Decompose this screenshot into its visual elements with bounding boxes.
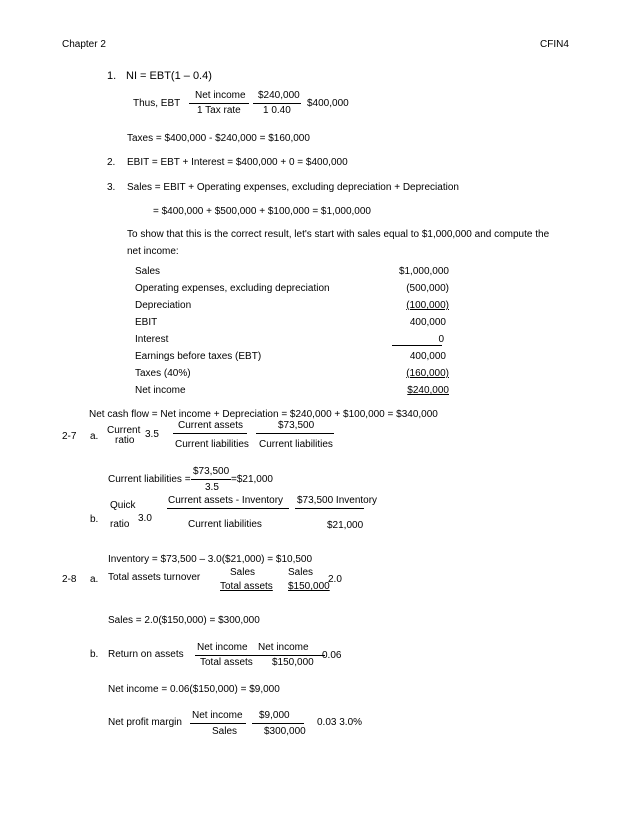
interest-underline bbox=[392, 345, 442, 346]
npm-fraction-bar bbox=[190, 723, 246, 724]
quick-ratio-value: 3.0 bbox=[138, 513, 152, 524]
current-liabilities-label: Current liabilities bbox=[175, 439, 249, 450]
header-course: CFIN4 bbox=[540, 39, 569, 50]
part-b-label: b. bbox=[90, 514, 99, 525]
explanation-line-1: To show that this is the correct result, let's start with sales equal to $1,000,000 and compute the bbox=[127, 229, 550, 240]
fraction-bottom: 3.5 bbox=[205, 482, 219, 493]
net-profit-margin-label: Net profit margin bbox=[108, 717, 182, 728]
turnover-result: 2.0 bbox=[328, 574, 342, 585]
inventory-line: Inventory = $73,500 – 3.0($21,000) = $10,500 bbox=[108, 554, 313, 565]
roa-result: 0.06 bbox=[322, 650, 342, 661]
table-row-label: Sales bbox=[135, 266, 161, 277]
table-row-label: Net income bbox=[135, 385, 186, 396]
current-ratio-value: 3.5 bbox=[145, 429, 159, 440]
current-assets-label: Current assets bbox=[178, 420, 244, 431]
quick-denominator-value: $21,000 bbox=[327, 520, 364, 531]
npm-result: 0.03 3.0% bbox=[317, 717, 363, 728]
fraction-bar bbox=[191, 479, 231, 480]
problem-2-7-number: 2-7 bbox=[62, 431, 77, 442]
table-row-label: Operating expenses, excluding depreciation bbox=[135, 283, 330, 294]
net-cash-flow-line: Net cash flow = Net income + Depreciation = $240,000 + $100,000 = $340,000 bbox=[89, 409, 438, 420]
roa-fraction-bar bbox=[195, 655, 325, 656]
table-row-value: 0 bbox=[438, 334, 444, 345]
roa-denominator-value: $150,000 bbox=[272, 657, 314, 668]
table-row-value: 400,000 bbox=[409, 351, 446, 362]
header-chapter: Chapter 2 bbox=[62, 39, 106, 50]
item-1-equation: NI = EBT(1 – 0.4) bbox=[126, 70, 212, 82]
quick-numerator-values: $73,500 Inventory bbox=[297, 495, 378, 506]
sales-numerator-2: Sales bbox=[288, 567, 314, 578]
item-3-result: = $400,000 + $500,000 + $100,000 = $1,000,000 bbox=[153, 206, 371, 217]
ratio-fraction-bar bbox=[173, 433, 247, 434]
current-ratio-label-2: ratio bbox=[115, 435, 135, 446]
quick-fraction-bar-2 bbox=[295, 508, 364, 509]
table-row-value: (160,000) bbox=[406, 368, 449, 379]
table-row-value: (100,000) bbox=[406, 300, 449, 311]
table-row-value: (500,000) bbox=[406, 283, 449, 294]
part-a-label: a. bbox=[90, 574, 99, 585]
total-assets-label: Total assets bbox=[220, 581, 273, 592]
item-3-equation: Sales = EBIT + Operating expenses, excluding depreciation + Depreciation bbox=[127, 182, 459, 193]
table-row-label: Depreciation bbox=[135, 300, 192, 311]
net-income-line: Net income = 0.06($150,000) = $9,000 bbox=[108, 684, 280, 695]
ratio-fraction-bar-2 bbox=[256, 433, 334, 434]
fraction-top: $73,500 bbox=[193, 466, 230, 477]
total-assets-value: $150,000 bbox=[288, 581, 330, 592]
npm-numerator: Net income bbox=[192, 710, 243, 721]
quick-ratio-label-1: Quick bbox=[110, 500, 136, 511]
sales-line: Sales = 2.0($150,000) = $300,000 bbox=[108, 615, 260, 626]
quick-denominator: Current liabilities bbox=[188, 519, 262, 530]
table-row-value: $1,000,000 bbox=[398, 266, 449, 277]
table-row-value: 400,000 bbox=[409, 317, 446, 328]
current-assets-value: $73,500 bbox=[278, 420, 315, 431]
value-numerator: $240,000 bbox=[258, 90, 300, 101]
roa-denominator: Total assets bbox=[200, 657, 253, 668]
item-1-number: 1. bbox=[107, 70, 117, 82]
current-liabilities-equation-label: Current liabilities = bbox=[108, 474, 191, 485]
npm-denominator-value: $300,000 bbox=[264, 726, 306, 737]
current-liabilities-result: =$21,000 bbox=[231, 474, 273, 485]
explanation-line-2: net income: bbox=[127, 246, 179, 257]
sales-numerator: Sales bbox=[230, 567, 256, 578]
fraction-numerator: Net income bbox=[195, 90, 246, 101]
taxes-line: Taxes = $400,000 - $240,000 = $160,000 bbox=[127, 133, 310, 144]
roa-numerator-2: Net income bbox=[258, 642, 309, 653]
value-fraction-bar bbox=[253, 103, 301, 104]
quick-fraction-bar bbox=[167, 508, 289, 509]
return-on-assets-label: Return on assets bbox=[108, 649, 184, 660]
npm-denominator: Sales bbox=[212, 726, 238, 737]
quick-numerator: Current assets - Inventory bbox=[168, 495, 284, 506]
quick-ratio-label-2: ratio bbox=[110, 519, 130, 530]
table-row-label: Earnings before taxes (EBT) bbox=[135, 351, 262, 362]
ebt-result: $400,000 bbox=[307, 98, 349, 109]
table-row-label: Interest bbox=[135, 334, 169, 345]
part-b-label: b. bbox=[90, 649, 99, 660]
roa-numerator: Net income bbox=[197, 642, 248, 653]
part-a-label: a. bbox=[90, 431, 99, 442]
table-row-label: EBIT bbox=[135, 317, 158, 328]
problem-2-8-number: 2-8 bbox=[62, 574, 77, 585]
fraction-bar bbox=[189, 103, 249, 104]
total-assets-turnover-label: Total assets turnover bbox=[108, 572, 201, 583]
item-2-equation: EBIT = EBT + Interest = $400,000 + 0 = $400,000 bbox=[127, 157, 348, 168]
current-liabilities-label-2: Current liabilities bbox=[259, 439, 333, 450]
table-row-value: $240,000 bbox=[407, 385, 449, 396]
npm-fraction-bar-2 bbox=[252, 723, 304, 724]
fraction-denominator: 1 Tax rate bbox=[197, 105, 241, 116]
npm-numerator-2: $9,000 bbox=[259, 710, 290, 721]
item-2-number: 2. bbox=[107, 157, 116, 168]
table-row-label: Taxes (40%) bbox=[135, 368, 191, 379]
item-3-number: 3. bbox=[107, 182, 116, 193]
value-denominator: 1 0.40 bbox=[263, 105, 291, 116]
current-ratio-label-1: Current bbox=[107, 425, 141, 436]
thus-ebt-label: Thus, EBT bbox=[133, 98, 181, 109]
